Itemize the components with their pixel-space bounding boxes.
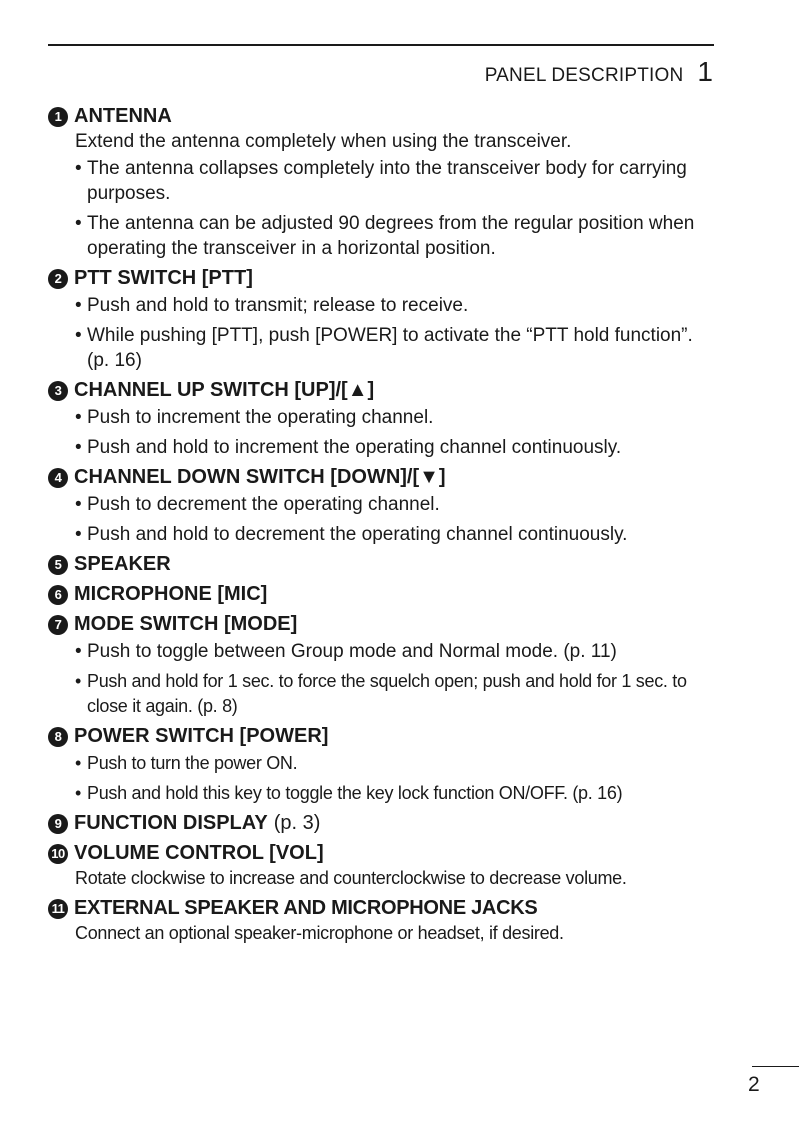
page-number: 2	[748, 1073, 760, 1096]
item-channel-down-switch	[48, 465, 720, 547]
item-title-text: POWER SWITCH [POWER]	[74, 725, 329, 747]
item-title-text: CHANNEL DOWN SWITCH [DOWN]/[▼]	[74, 466, 446, 488]
number-badge: 1	[48, 107, 68, 127]
item-title	[48, 582, 720, 607]
bullet-item: • The antenna can be adjusted 90 degrees from the regular position when operating the transceiver in a horizontal position.	[48, 211, 720, 261]
section-title: PANEL DESCRIPTION	[484, 65, 684, 86]
number-badge: 10	[48, 844, 68, 864]
number-badge: 3	[48, 381, 68, 401]
item-title	[48, 266, 720, 291]
bullet-item: • Push and hold for 1 sec. to force the squelch open; push and hold for 1 sec. to close it again. (p. 8)	[48, 669, 720, 719]
item-title-text: ANTENNA	[74, 105, 172, 127]
top-rule	[48, 44, 714, 46]
number-badge: 4	[48, 468, 68, 488]
bullet-item: • While pushing [PTT], push [POWER] to activate the “PTT hold function”. (p. 16)	[48, 323, 720, 373]
item-title	[48, 552, 720, 577]
item-title-text: VOLUME CONTROL [VOL]	[74, 842, 324, 864]
bullet-item: • Push and hold to increment the operating channel continuously.	[48, 435, 720, 460]
item-external-jacks	[48, 896, 720, 946]
item-title-text: FUNCTION DISPLAY	[74, 812, 268, 834]
item-title	[48, 104, 720, 129]
section-number: 1	[697, 56, 713, 87]
item-channel-up-switch	[48, 378, 720, 460]
number-badge: 5	[48, 555, 68, 575]
item-volume-control	[48, 841, 720, 891]
bottom-rule	[752, 1066, 799, 1067]
item-title	[48, 811, 720, 836]
item-title	[48, 896, 720, 921]
item-title-text: MICROPHONE [MIC]	[74, 583, 268, 605]
item-power-switch	[48, 724, 720, 806]
bullet-item: • Push to toggle between Group mode and Normal mode. (p. 11)	[48, 639, 720, 664]
bullet-item: • Push to decrement the operating channel.	[48, 492, 720, 517]
item-title-text: MODE SWITCH [MODE]	[74, 613, 298, 635]
bullet-item: • Push and hold to transmit; release to receive.	[48, 293, 720, 318]
item-speaker	[48, 552, 720, 577]
item-title-text: PTT SWITCH [PTT]	[74, 267, 253, 289]
bullet-item: • Push to increment the operating channel.	[48, 405, 720, 430]
bullet-list	[48, 405, 720, 460]
item-title	[48, 378, 720, 403]
bullet-list	[48, 156, 720, 261]
item-title	[48, 841, 720, 866]
item-description: Rotate clockwise to increase and counterclockwise to decrease volume.	[75, 868, 627, 888]
item-title-text: SPEAKER	[74, 553, 171, 575]
bullet-item: • Push and hold to decrement the operating channel continuously.	[48, 522, 720, 547]
item-microphone	[48, 582, 720, 607]
bullet-item: • Push and hold this key to toggle the key lock function ON/OFF. (p. 16)	[48, 781, 720, 806]
item-title	[48, 465, 720, 490]
bullet-list	[48, 293, 720, 373]
bullet-list	[48, 751, 720, 806]
item-description: Extend the antenna completely when using the transceiver.	[75, 131, 572, 152]
number-badge: 9	[48, 814, 68, 834]
item-antenna	[48, 104, 720, 261]
number-badge: 8	[48, 727, 68, 747]
page-header	[485, 56, 713, 88]
bullet-list	[48, 492, 720, 547]
number-badge: 11	[48, 899, 68, 919]
page-reference: (p. 3)	[273, 812, 321, 834]
number-badge: 7	[48, 615, 68, 635]
item-description: Connect an optional speaker-microphone or headset, if desired.	[75, 923, 564, 943]
number-badge: 2	[48, 269, 68, 289]
item-mode-switch	[48, 612, 720, 719]
bullet-list	[48, 639, 720, 719]
panel-description-list	[48, 104, 720, 951]
bullet-item: • The antenna collapses completely into the transceiver body for carrying purposes.	[48, 156, 720, 206]
number-badge: 6	[48, 585, 68, 605]
item-title	[48, 612, 720, 637]
item-ptt-switch	[48, 266, 720, 373]
bullet-item: • Push to turn the power ON.	[48, 751, 720, 776]
item-title	[48, 724, 720, 749]
item-function-display	[48, 811, 720, 836]
item-title-text: CHANNEL UP SWITCH [UP]/[▲]	[74, 379, 375, 401]
item-title-text: EXTERNAL SPEAKER AND MICROPHONE JACKS	[74, 897, 538, 919]
